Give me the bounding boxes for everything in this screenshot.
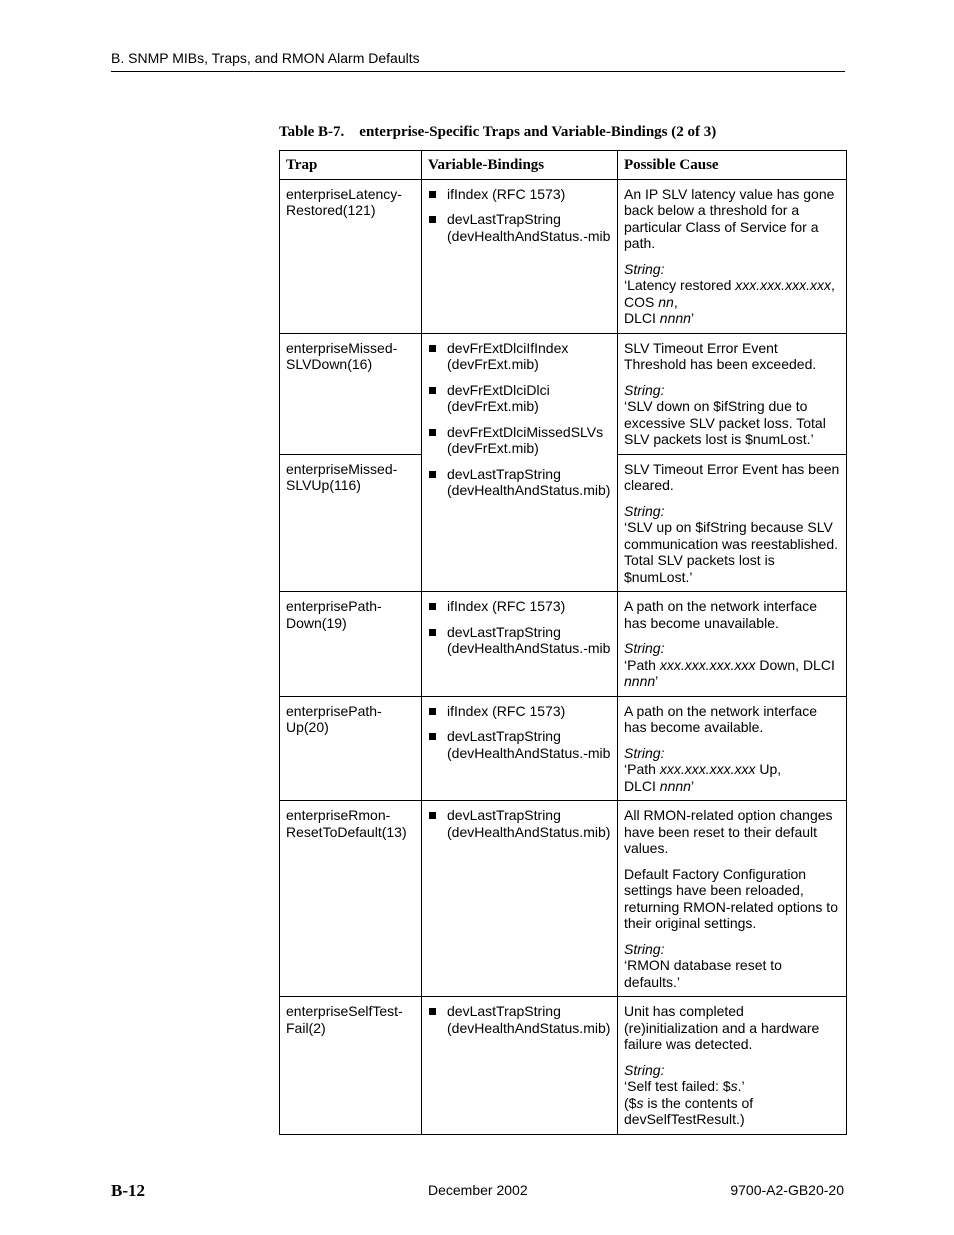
bindings-cell	[422, 801, 618, 997]
cause-text: SLV Timeout Error Event Threshold has been exceeded.	[624, 339, 817, 372]
col-header-trap: Trap	[280, 151, 422, 180]
footer-date: December 2002	[428, 1182, 528, 1198]
bindings-cell	[422, 179, 618, 333]
table-caption: Table B-7. enterprise-Specific Traps and Variable-Bindings (2 of 3)	[279, 124, 717, 140]
table-row	[280, 333, 847, 454]
traps-table	[279, 150, 847, 1135]
binding-item: devLastTrapString (devHealthAndStatus.-mib	[428, 728, 611, 761]
cause-cell	[618, 997, 847, 1135]
cause-text: Unit has completed (re)initialization and a hardware failure was detected.	[624, 1003, 820, 1052]
binding-item: devFrExtDlciDlci (devFrExt.mib)	[428, 382, 611, 415]
binding-item: devLastTrapString (devHealthAndStatus.mib)	[428, 1003, 611, 1036]
col-header-possible-cause: Possible Cause	[618, 151, 847, 180]
col-header-variable-bindings: Variable-Bindings	[422, 151, 618, 180]
string-block: String: ‘Path xxx.xxx.xxx.xxx Up, DLCI nnnn’	[624, 744, 782, 794]
trap-cell: enterpriseLatency- Restored(121)	[280, 179, 422, 333]
string-block: String: ‘Path xxx.xxx.xxx.xxx Down, DLCI nnnn’	[624, 640, 835, 689]
binding-item: ifIndex (RFC 1573)	[428, 186, 611, 203]
cause-text: SLV Timeout Error Event has been cleared.	[624, 460, 840, 493]
bindings-cell	[422, 997, 618, 1135]
cause-cell	[618, 454, 847, 592]
string-block: String: ‘Self test failed: $s.’ ($s is the contents of devSelfTestResult.)	[624, 1061, 754, 1127]
binding-item: devLastTrapString (devHealthAndStatus.-mib	[428, 211, 611, 244]
binding-item: devFrExtDlciMissedSLVs (devFrExt.mib)	[428, 424, 611, 457]
trap-cell: enterprisePath- Up(20)	[280, 696, 422, 801]
cause-text: Default Factory Configuration settings have been reloaded, returning RMON-related options to their original settings.	[624, 865, 838, 931]
table-row	[280, 592, 847, 697]
cause-cell	[618, 801, 847, 997]
binding-item: devLastTrapString (devHealthAndStatus.mib)	[428, 807, 611, 840]
bindings-cell	[422, 696, 618, 801]
binding-item: ifIndex (RFC 1573)	[428, 703, 611, 720]
running-header: B. SNMP MIBs, Traps, and RMON Alarm Defaults	[111, 50, 420, 66]
string-block: String: ‘SLV up on $ifString because SLV communication was reestablished. Total SLV packets lost is $numLost.’	[624, 502, 838, 585]
cause-text: All RMON-related option changes have been reset to their default values.	[624, 807, 833, 856]
binding-item: devLastTrapString (devHealthAndStatus.mib)	[428, 466, 611, 499]
trap-cell: enterpriseMissed- SLVUp(116)	[280, 454, 422, 592]
string-block: String: ‘Latency restored xxx.xxx.xxx.xxx, COS nn, DLCI nnnn’	[624, 260, 835, 326]
binding-item: ifIndex (RFC 1573)	[428, 598, 611, 615]
bindings-cell	[422, 592, 618, 697]
string-block: String: ‘RMON database reset to defaults.’	[624, 940, 782, 990]
table-row	[280, 801, 847, 997]
table-header-row	[280, 151, 847, 180]
cause-text: An IP SLV latency value has gone back below a threshold for a particular Class of Service for a path.	[624, 185, 835, 251]
table-row	[280, 997, 847, 1135]
trap-cell: enterpriseRmon- ResetToDefault(13)	[280, 801, 422, 997]
header-rule	[111, 71, 845, 72]
trap-cell: enterpriseSelfTest- Fail(2)	[280, 997, 422, 1135]
page-number: B-12	[111, 1181, 145, 1200]
bindings-cell	[422, 333, 618, 592]
cause-cell	[618, 592, 847, 697]
footer-doc-number: 9700-A2-GB20-20	[730, 1182, 844, 1198]
table-row	[280, 179, 847, 333]
string-block: String: ‘SLV down on $ifString due to excessive SLV packet loss. Total SLV packets lost is $numLost.’	[624, 381, 826, 447]
trap-cell: enterprisePath- Down(19)	[280, 592, 422, 697]
binding-item: devLastTrapString (devHealthAndStatus.-mib	[428, 624, 611, 657]
table-row	[280, 696, 847, 801]
cause-text: A path on the network interface has become unavailable.	[624, 598, 818, 631]
cause-cell	[618, 696, 847, 801]
cause-text: A path on the network interface has become available.	[624, 702, 818, 735]
binding-item: devFrExtDlciIfIndex (devFrExt.mib)	[428, 340, 611, 373]
cause-cell	[618, 333, 847, 454]
trap-cell: enterpriseMissed- SLVDown(16)	[280, 333, 422, 454]
cause-cell	[618, 179, 847, 333]
